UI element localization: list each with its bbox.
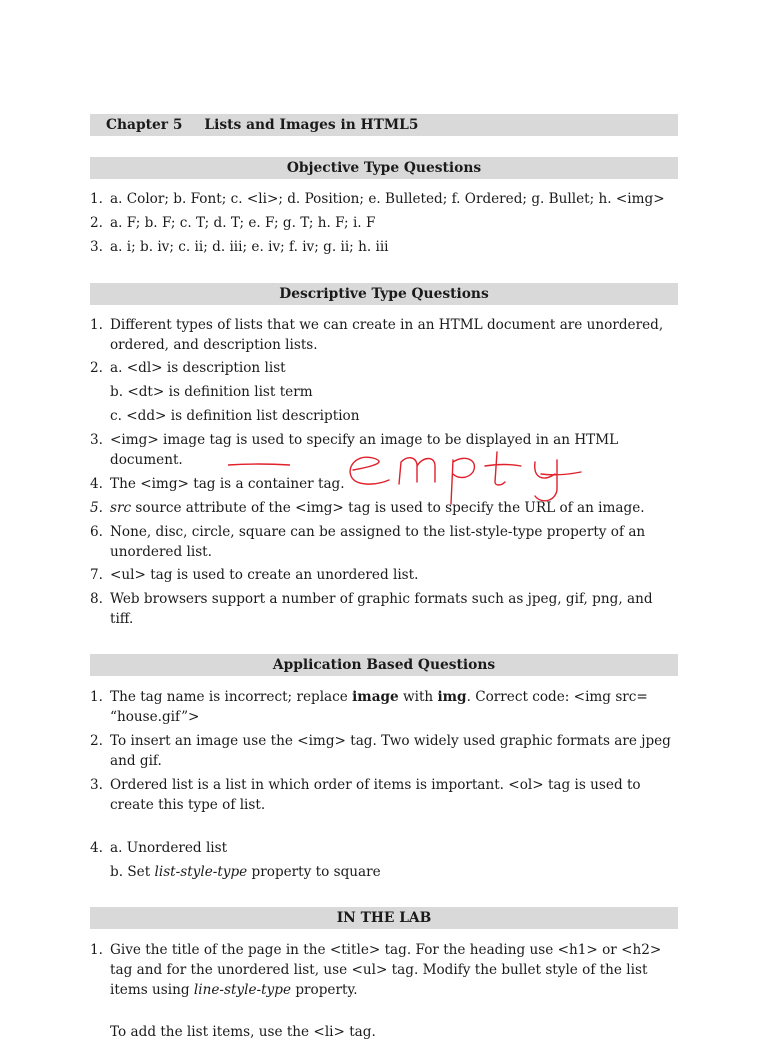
chapter-number: Chapter 5: [106, 117, 183, 133]
struck-word: container: [247, 476, 314, 492]
application-list: [90, 687, 678, 882]
application-heading: Application Based Questions: [90, 654, 678, 676]
list-item: 3. Ordered list is a list in which order of items is important. <ol> tag is used to create this type of list.: [90, 777, 641, 813]
list-item: 1. Give the title of the page in the <title> tag. For the heading use <h1> or <h2> tag and for the unordered list, use <ul> tag. Modify the bullet style of the list items using line-style-type property. To add the list items, use the <li> tag.: [90, 942, 662, 1040]
list-item: 4. a. Unordered list b. Set list-style-type property to square: [90, 840, 381, 880]
document-page: [90, 114, 678, 1042]
descriptive-list: [90, 315, 678, 629]
chapter-title: Lists and Images in HTML5: [204, 117, 419, 133]
objective-list: [90, 189, 678, 257]
list-item: 2. To insert an image use the <img> tag. Two widely used graphic formats are jpeg and gif.: [90, 733, 671, 769]
list-item: 8. Web browsers support a number of graphic formats such as jpeg, gif, png, and tiff.: [90, 591, 653, 627]
lab-list: [90, 940, 678, 1042]
list-item: 3. a. i; b. iv; c. ii; d. iii; e. iv; f. iv; g. ii; h. iii: [90, 239, 389, 255]
list-item: 2. a. <dl> is description list b. <dt> is definition list term c. <dd> is definition list description: [90, 360, 360, 424]
list-item: 1. a. Color; b. Font; c. <li>; d. Position; e. Bulleted; f. Ordered; g. Bullet; h. <img>: [90, 191, 665, 207]
list-item: 7. <ul> tag is used to create an unordered list.: [90, 567, 419, 583]
objective-heading: Objective Type Questions: [90, 157, 678, 179]
descriptive-heading: Descriptive Type Questions: [90, 283, 678, 305]
list-item: 4. The <img> tag is a container tag.: [90, 476, 345, 492]
chapter-header: [90, 114, 678, 136]
list-item: 5. src source attribute of the <img> tag is used to specify the URL of an image.: [90, 500, 645, 516]
list-item: 3. <img> image tag is used to specify an image to be displayed in an HTML document.: [90, 432, 619, 468]
list-item: 1. The tag name is incorrect; replace image with img. Correct code: <img src= “house.gif”>: [90, 689, 648, 725]
list-item: 1. Different types of lists that we can create in an HTML document are unordered, ordered, and description lists.: [90, 317, 664, 353]
lab-heading: IN THE LAB: [90, 907, 678, 929]
list-item: 6. None, disc, circle, square can be assigned to the list-style-type property of an unordered list.: [90, 524, 646, 560]
list-item: 2. a. F; b. F; c. T; d. T; e. F; g. T; h. F; i. F: [90, 215, 376, 231]
